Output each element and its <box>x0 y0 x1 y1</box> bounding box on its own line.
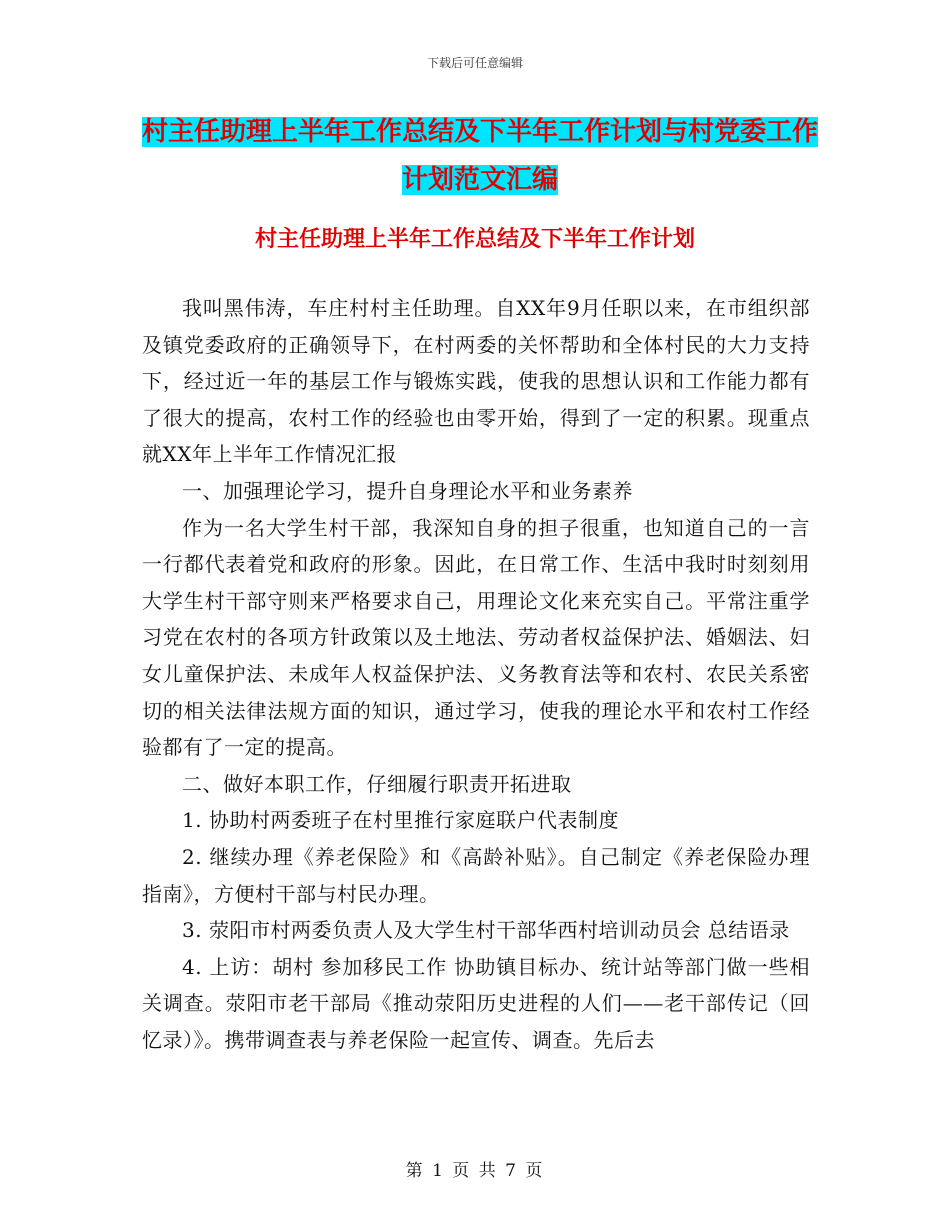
header-note: 下载后可任意编辑 <box>426 56 523 70</box>
paragraph-theory-study: 作为一名大学生村干部，我深知自身的担子很重，也知道自己的一言一行都代表着党和政府的形象。因此，在日常工作、生活中我时时刻刻用大学生村干部守则来严格要求自己，用理论文化来充实自己。平常注重学习党在农村的各项方针政策以及土地法、劳动者权益保护法、婚姻法、妇女儿童保护法、未成年人权益保护法、义务教育法等和农村、农民关系密切的相关法律法规方面的知识，通过学习，使我的理论水平和农村工作经验都有了一定的提高。 <box>142 515 810 760</box>
paragraph-heading-1: 一、加强理论学习，提升自身理论水平和业务素养 <box>182 478 633 503</box>
paragraph-heading-2: 二、做好本职工作，仔细履行职责开拓进取 <box>182 771 572 796</box>
section-heading: 村主任助理上半年工作总结及下半年工作计划 <box>254 227 695 252</box>
paragraph-item-3: 3. 荥阳市村两委负责人及大学生村干部华西村培训动员会 总结语录 <box>182 918 790 943</box>
document-body <box>142 290 810 1058</box>
page-number: 第 1 页 共 7 页 <box>405 1161 545 1181</box>
paragraph-item-2: 2. 继续办理《养老保险》和《高龄补贴》。自己制定《养老保险办理指南》，方便村干部与村民办理。 <box>142 844 810 906</box>
document-title-text: 村主任助理上半年工作总结及下半年工作计划与村党委工作计划范文汇编 <box>141 117 818 195</box>
paragraph-item-1: 1. 协助村两委班子在村里推行家庭联户代表制度 <box>182 808 619 833</box>
paragraph-item-4: 4. 上访：胡村 参加移民工作 协助镇目标办、统计站等部门做一些相关调查。荥阳市老干部局《推动荥阳历史进程的人们——老干部传记（回忆录）》。携带调查表与养老保险一起宣传、调查。先后去 <box>142 954 810 1052</box>
paragraph-intro: 我叫黑伟涛，车庄村村主任助理。自XX年9月任职以来，在市组织部及镇党委政府的正确领导下，在村两委的关怀帮助和全体村民的大力支持下，经过近一年的基层工作与锻炼实践，使我的思想认识和工作能力都有了很大的提高，农村工作的经验也由零开始，得到了一定的积累。现重点就XX年上半年工作情况汇报 <box>142 296 810 467</box>
document-title <box>140 108 820 204</box>
